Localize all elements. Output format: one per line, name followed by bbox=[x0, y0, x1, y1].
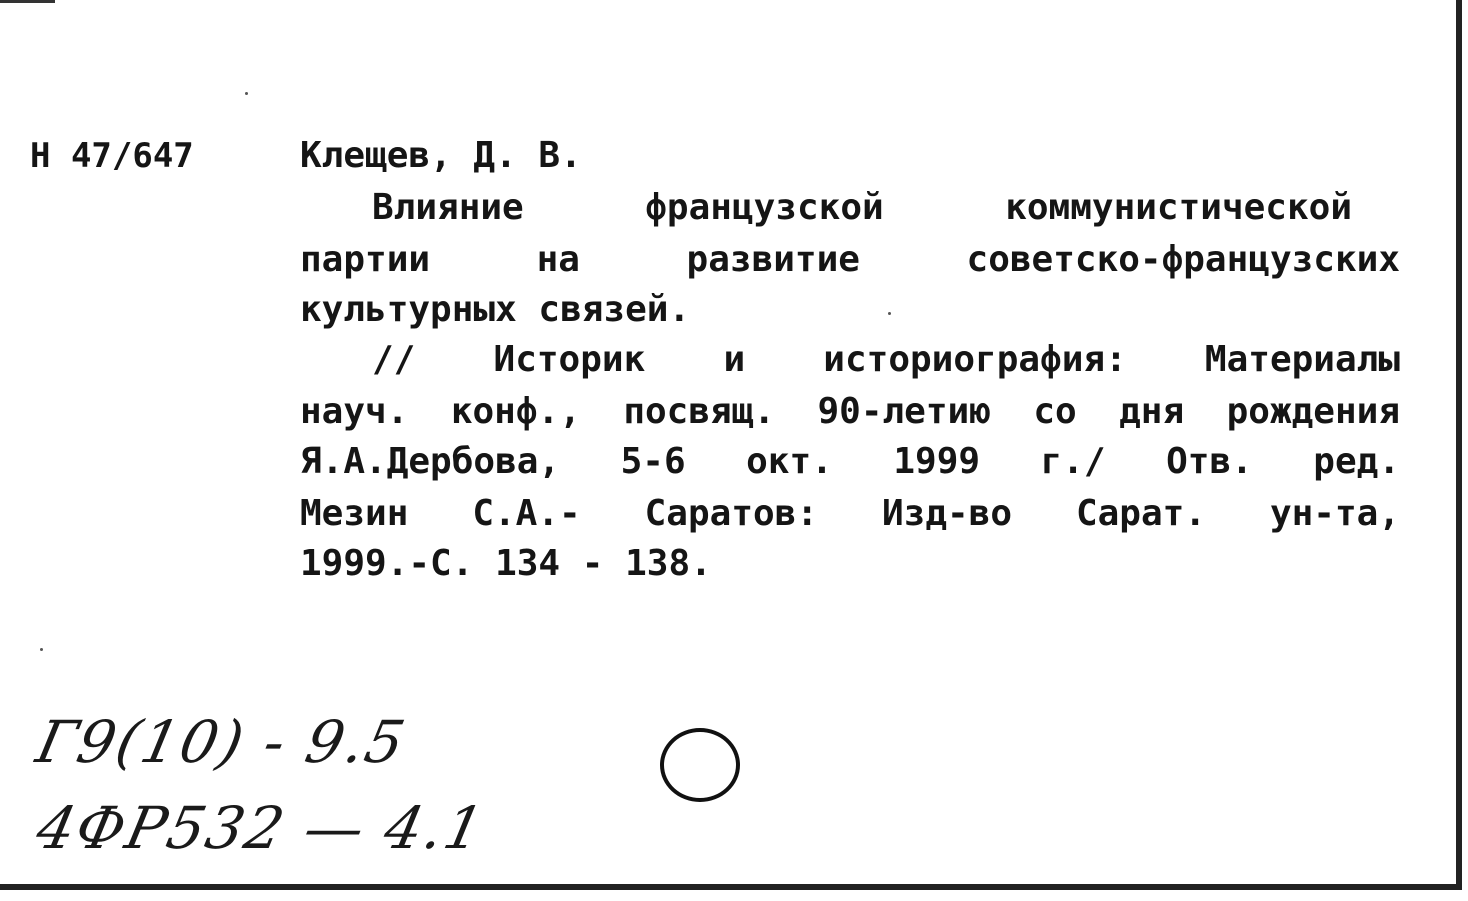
punch-hole bbox=[660, 728, 740, 802]
source-line: Я.А.Дербова, 5-6 окт. 1999 г./ Отв. ред. bbox=[300, 441, 1400, 482]
source-line: 1999.-С. 134 - 138. bbox=[300, 543, 712, 584]
title-line: партии на развитие советско-французских bbox=[300, 239, 1400, 280]
shelfmark: Н 47/647 bbox=[30, 136, 194, 176]
title-line: культурных связей. bbox=[300, 289, 691, 330]
speck bbox=[245, 92, 248, 95]
card-bottom-edge bbox=[0, 884, 1462, 890]
card-right-edge bbox=[1456, 0, 1462, 890]
speck bbox=[888, 312, 891, 315]
source-line: Мезин С.А.- Саратов: Изд-во Сарат. ун-та, bbox=[300, 493, 1400, 534]
handwritten-classification: Г9(10) - 9.5 bbox=[30, 708, 413, 776]
speck bbox=[40, 648, 43, 651]
source-line: // Историк и историография: Материалы bbox=[372, 339, 1400, 380]
card-top-edge bbox=[0, 0, 55, 3]
author: Клещев, Д. В. bbox=[300, 135, 582, 176]
source-line: науч. конф., посвящ. 90-летию со дня рождения bbox=[300, 391, 1400, 432]
title-line: Влияние французской коммунистической bbox=[372, 187, 1352, 228]
handwritten-inventory: 4ФР532 — 4.1 bbox=[30, 794, 492, 862]
